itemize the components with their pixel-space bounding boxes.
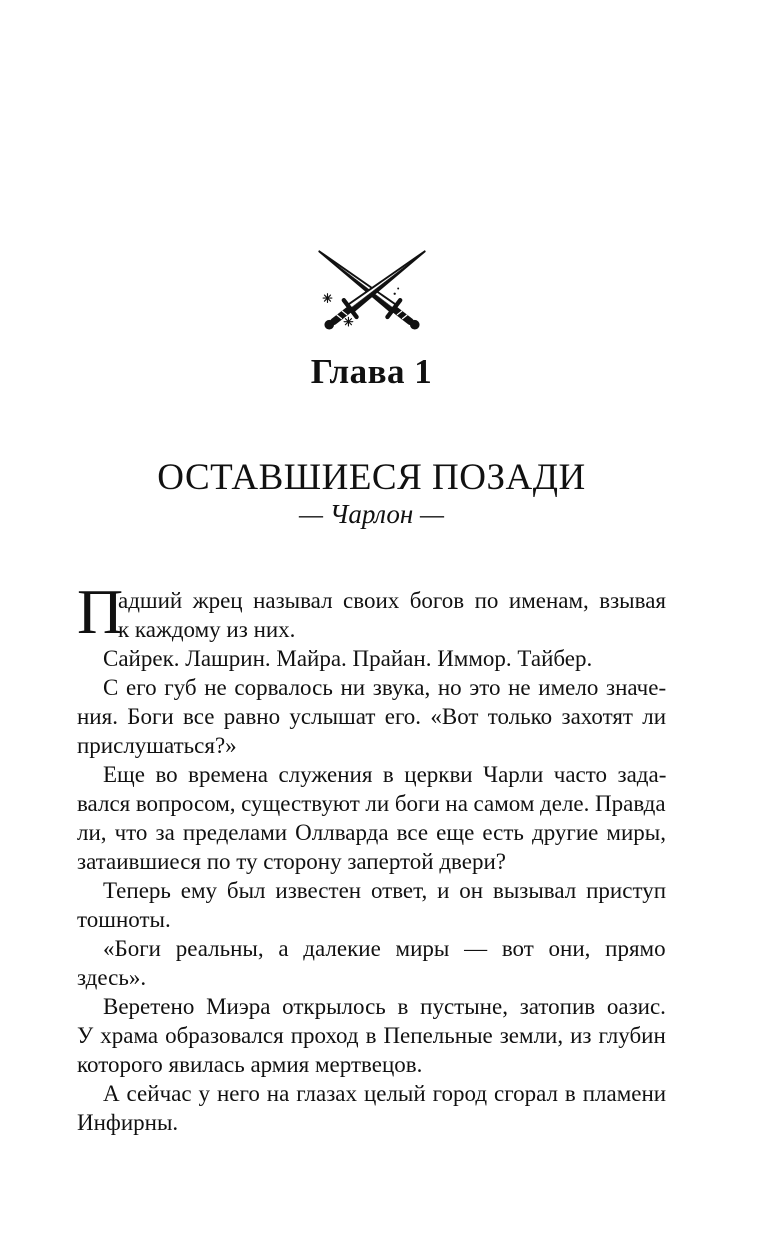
body-line [77,1079,666,1108]
body-line-text: здесь». [77,965,147,990]
chapter-label: Глава 1 [310,352,433,391]
body-line-text: вался вопросом, существуют ли боги на самом деле. Правда [77,791,666,816]
body-line-text: ния. Боги все равно услышат его. «Вот только захотят ли [77,704,667,729]
body-line [118,615,666,644]
body-line-text: Сайрек. Лашрин. Майра. Прайан. Иммор. Тайбер. [103,646,593,671]
body-line [77,702,666,731]
body-text [77,576,667,1137]
body-line [77,644,666,673]
body-line [77,847,666,876]
crossed-daggers-icon [306,244,438,340]
body-line-text: «Боги реальны, а далекие миры — вот они, прямо [103,936,666,961]
body-line-text: затаившиеся по ту сторону запертой двери? [77,849,506,874]
body-line-text: прислушаться?» [77,733,237,758]
body-line-text: Инфирны. [77,1110,179,1135]
body-line [77,934,666,963]
drop-cap: П [77,576,124,647]
body-line [77,1050,666,1079]
chapter-title: ОСТАВШИЕСЯ ПОЗАДИ [157,457,586,498]
body-line-text: Веретено Миэра открылось в пустыне, затопив оазис. [103,994,666,1019]
body-line [77,992,666,1021]
body-line-text: к каждому из них. [118,617,296,642]
body-line-text: Еще во времена служения в церкви Чарли часто зада- [103,762,667,787]
body-line [77,876,666,905]
sparkle-dots-icon [393,288,399,295]
body-line-text: тошноты. [77,907,171,932]
chapter-ornament [77,244,666,345]
body-line [77,1021,666,1050]
body-line-text: Теперь ему был известен ответ, и он вызывал приступ [103,878,667,903]
body-line-text: ли, что за пределами Оллварда все еще есть другие миры, [77,820,667,845]
body-line [77,963,666,992]
body-line [77,1108,666,1137]
body-line [118,586,666,615]
body-line [77,905,666,934]
body-line-text: С его губ не сорвалось ни звука, но это не имело значе- [103,675,667,700]
body-line [77,760,666,789]
body-line [77,731,666,760]
body-line-text: А сейчас у него на глазах целый город сгорал в пламени [103,1081,667,1106]
body-line [77,789,666,818]
body-line-text: которого явилась армия мертвецов. [77,1052,423,1077]
body-line [77,673,666,702]
body-line-text: У храма образовался проход в Пепельные земли, из глубин [77,1023,666,1048]
body-line [77,818,666,847]
body-line-text: адший жрец называл своих богов по именам, взывая [118,588,666,613]
pov-subtitle: — Чарлон — [298,499,445,529]
